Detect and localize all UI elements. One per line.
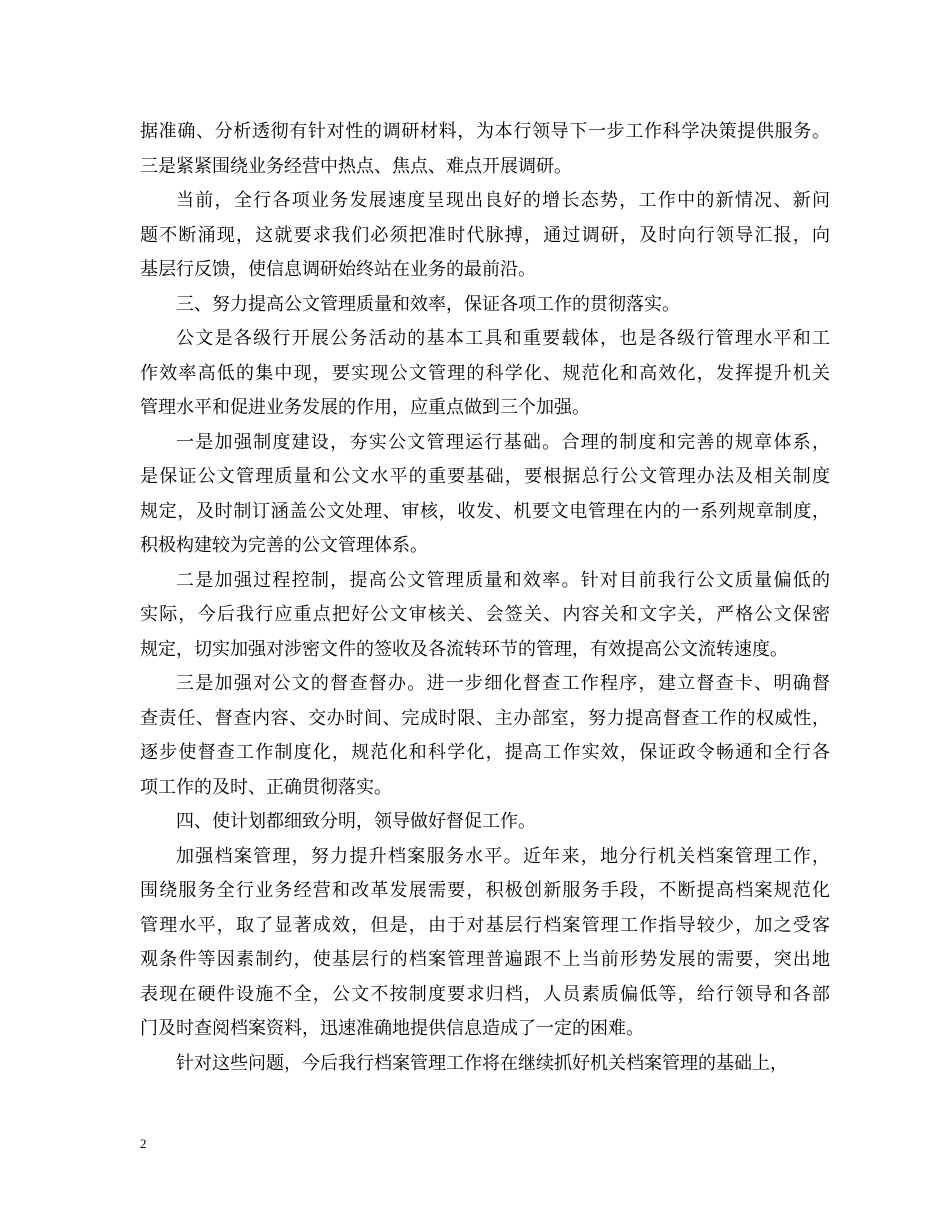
text-line: 二是加强过程控制，提高公文管理质量和效率。针对目前我行公文质量偏低的 xyxy=(176,569,830,591)
text-line: 观条件等因素制约，使基层行的档案管理普遍跟不上当前形势发展的需要，突出地 xyxy=(140,949,830,970)
text-line: 规定，及时制订涵盖公文处理、审核，收发、机要文电管理在内的一系列规章制度， xyxy=(140,500,830,522)
text-line: 积极构建较为完善的公文管理体系。 xyxy=(140,535,428,556)
text-line: 是保证公文管理质量和公文水平的重要基础，要根据总行公文管理办法及相关制度 xyxy=(140,466,830,487)
text-line: 据准确、分析透彻有针对性的调研材料，为本行领导下一步工作科学决策提供服务。 xyxy=(140,121,830,142)
text-line: 规定，切实加强对涉密文件的签收及各流转环节的管理，有效提高公文流转速度。 xyxy=(140,638,788,660)
text-line: 管理水平，取了显著成效，但是，由于对基层行档案管理工作指导较少，加之受客 xyxy=(140,914,830,936)
document-body xyxy=(140,115,830,1081)
text-line: 三是紧紧围绕业务经营中热点、焦点、难点开展调研。 xyxy=(140,155,572,177)
section-heading: 四、使计划都细致分明，领导做好督促工作。 xyxy=(176,811,536,832)
text-line: 逐步使督查工作制度化，规范化和科学化，提高工作实效，保证政令畅通和全行各 xyxy=(140,742,830,763)
text-line: 基层行反馈，使信息调研始终站在业务的最前沿。 xyxy=(140,259,536,280)
text-line: 表现在硬件设施不全，公文不按制度要求归档，人员素质偏低等，给行领导和各部 xyxy=(140,983,830,1005)
text-line: 三是加强对公文的督查督办。进一步细化督查工作程序，建立督查卡、明确督 xyxy=(176,673,830,694)
text-line: 当前，全行各项业务发展速度呈现出良好的增长态势，工作中的新情况、新问 xyxy=(176,190,830,211)
text-line: 项工作的及时、正确贯彻落实。 xyxy=(140,776,392,798)
text-line: 一是加强制度建设，夯实公文管理运行基础。合理的制度和完善的规章体系， xyxy=(176,431,830,453)
text-line: 题不断涌现，这就要求我们必须把准时代脉搏，通过调研，及时向行领导汇报，向 xyxy=(140,224,830,246)
text-line: 查责任、督查内容、交办时间、完成时限、主办部室，努力提高督查工作的权威性， xyxy=(140,707,830,729)
text-line: 管理水平和促进业务发展的作用，应重点做到三个加强。 xyxy=(140,397,590,418)
text-line: 作效率高低的集中现，要实现公文管理的科学化、规范化和高效化，发挥提升机关 xyxy=(140,362,830,384)
text-line: 加强档案管理，努力提升档案服务水平。近年来，地分行机关档案管理工作， xyxy=(176,845,830,867)
text-line: 公文是各级行开展公务活动的基本工具和重要载体，也是各级行管理水平和工 xyxy=(176,328,830,349)
text-line: 门及时查阅档案资料，迅速准确地提供信息造成了一定的困难。 xyxy=(140,1018,644,1039)
page-number: 2 xyxy=(140,1136,147,1151)
text-line: 实际，今后我行应重点把好公文审核关、会签关、内容关和文字关，严格公文保密 xyxy=(140,604,830,625)
text-line: 围绕服务全行业务经营和改革发展需要，积极创新服务手段，不断提高档案规范化 xyxy=(140,880,830,901)
section-heading: 三、努力提高公文管理质量和效率，保证各项工作的贯彻落实。 xyxy=(176,293,680,315)
text-line: 针对这些问题，今后我行档案管理工作将在继续抓好机关档案管理的基础上， xyxy=(176,1052,788,1074)
